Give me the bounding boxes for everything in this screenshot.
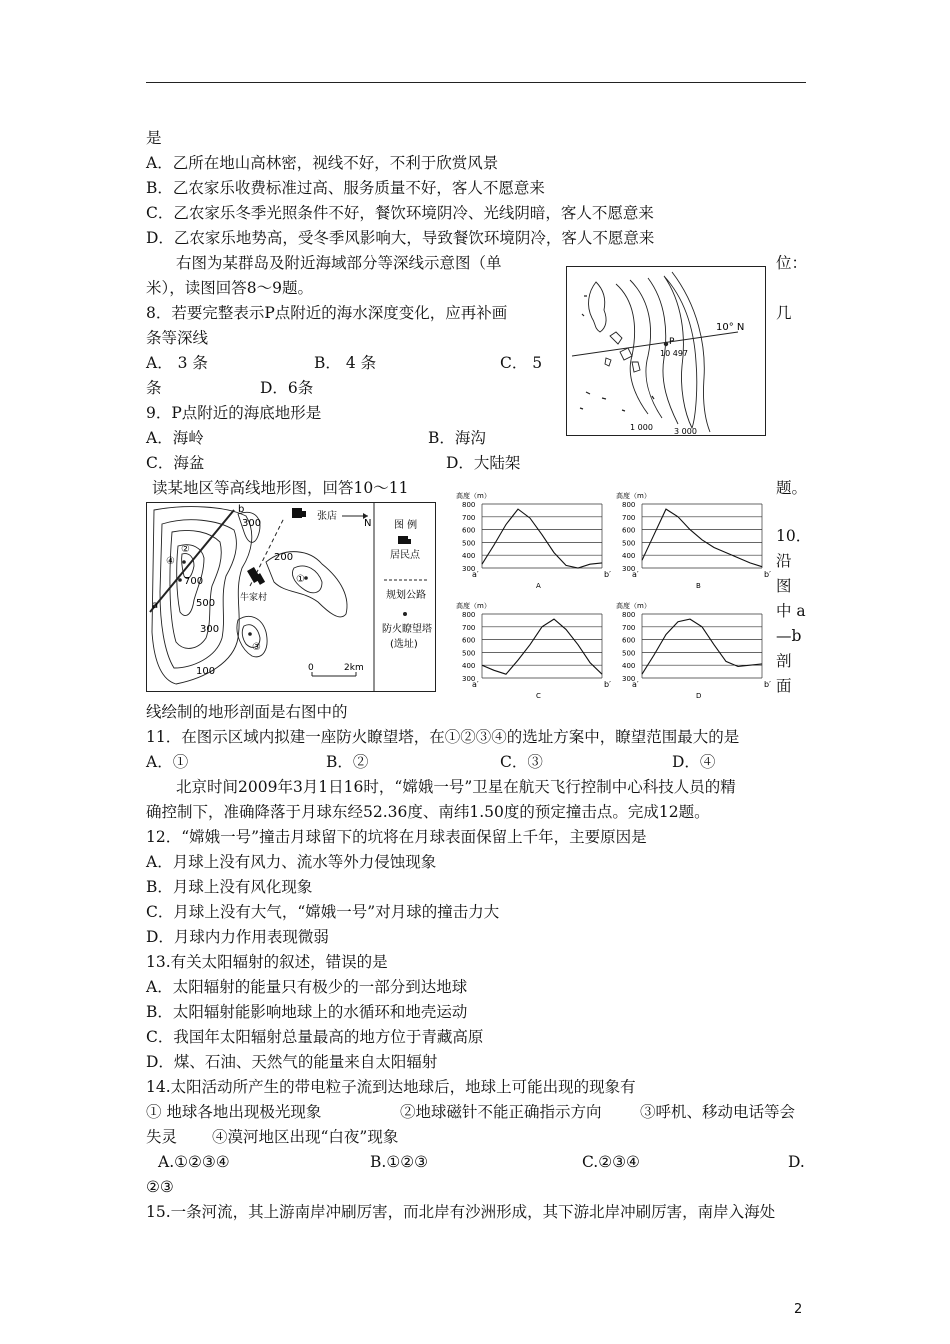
contour-500: 500: [196, 598, 216, 609]
intro-8-9-line2: 米），读图回答8～9题。: [146, 279, 313, 297]
profile-a-end: a′: [632, 570, 639, 579]
p-label: P: [669, 337, 675, 347]
contour-300-bottom: 300: [200, 624, 220, 635]
q9-option-b: B．海沟: [428, 429, 486, 447]
scale-zero: 0: [308, 663, 314, 673]
q14-item-3: ③呼机、移动电话等会: [640, 1103, 796, 1121]
q10-stem-tail: 线绘制的地形剖面是右图中的: [146, 703, 348, 721]
profile-tick-label: 500: [622, 539, 636, 548]
profile-a-end: a′: [632, 680, 639, 689]
q8-option-a: A． 3 条: [146, 354, 208, 372]
point-b-label: b: [238, 504, 245, 515]
q14-option-b: B.①②③: [370, 1153, 429, 1171]
intro-10-11: 读某地区等高线地形图，回答10～11: [152, 479, 409, 497]
q14-item-1: ① 地球各地出现极光现象: [146, 1103, 322, 1121]
q10-number: 10．: [776, 527, 812, 545]
q10-vert-6: 面: [776, 677, 792, 695]
profile-line-B: [642, 509, 762, 567]
site-1-label: ①: [296, 574, 305, 585]
profile-caption-B: B: [696, 582, 701, 590]
q12-option-d: D．月球内力作用表现微弱: [146, 928, 329, 946]
contour-map: [146, 502, 436, 692]
q8-option-c: C． 5: [500, 354, 543, 372]
depth-label: 10 497: [660, 349, 688, 358]
profile-tick-label: 800: [462, 611, 476, 619]
legend-road: 规划公路: [386, 590, 426, 601]
q7-option-c: C．乙农家乐冬季光照条件不好，餐饮环境阴冷、光线阴暗，客人不愿意来: [146, 204, 654, 222]
profile-line-A: [482, 509, 602, 568]
village-niujiacun: 牛家村: [240, 593, 268, 603]
q13-option-b: B．太阳辐射能影响地球上的水循环和地壳运动: [146, 1003, 468, 1021]
profile-b-end: b′: [764, 680, 771, 689]
page-number: 2: [794, 1302, 803, 1317]
contour-100: 100: [196, 666, 216, 677]
q9-option-a: A．海岭: [146, 429, 204, 447]
q12-option-c: C．月球上没有大气，“嫦娥一号”对月球的撞击力大: [146, 903, 500, 921]
q11-option-a: A．①: [146, 753, 189, 771]
profile-tick-label: 700: [622, 623, 636, 632]
profile-tick-label: 700: [622, 513, 636, 522]
profile-caption-C: C: [536, 692, 541, 700]
q11-option-d: D．④: [672, 753, 716, 771]
profile-b-end: b′: [604, 570, 611, 579]
profile-a-end: a′: [472, 680, 479, 689]
q13-option-c: C．我国年太阳辐射总量最高的地方位于青藏高原: [146, 1028, 484, 1046]
q14-item-4: ④漠河地区出现“白夜”现象: [212, 1128, 399, 1146]
profile-tick-label: 300: [462, 565, 476, 573]
profile-ylabel: 高度（m）: [456, 492, 491, 500]
profile-tick-label: 800: [622, 611, 636, 619]
site-3-label: ③: [252, 642, 261, 653]
profile-line-C: [482, 619, 602, 674]
legend-title: 图 例: [394, 520, 418, 531]
profile-tick-label: 600: [462, 636, 476, 645]
site-4-label: ④: [166, 556, 175, 567]
profile-b-end: b′: [604, 680, 611, 689]
profile-charts: [454, 488, 771, 700]
intro-8-9-unit: 位：: [776, 254, 808, 272]
legend-settlement: 居民点: [390, 550, 420, 561]
q8-option-d: D．6条: [260, 379, 314, 397]
profile-b-end: b′: [764, 570, 771, 579]
profile-a-end: a′: [472, 570, 479, 579]
point-a-label: a: [152, 600, 159, 611]
profile-ylabel: 高度（m）: [616, 492, 651, 500]
profile-tick-label: 400: [622, 552, 636, 561]
q7-tail: 是: [146, 129, 162, 147]
profile-line-D: [642, 619, 762, 674]
profile-tick-label: 500: [462, 539, 476, 548]
profile-tick-label: 800: [462, 501, 476, 509]
profile-caption-A: A: [536, 582, 541, 590]
intro-10-11-end: 题。: [776, 479, 808, 497]
contour-200: 200: [274, 552, 294, 563]
q10-vert-3: 中 a: [776, 602, 806, 620]
q12-option-a: A．月球上没有风力、流水等外力侵蚀现象: [146, 853, 437, 871]
q9-stem: 9．P点附近的海底地形是: [146, 404, 322, 422]
q10-vert-5: 剖: [776, 652, 792, 670]
q13-option-d: D．煤、石油、天然气的能量来自太阳辐射: [146, 1053, 438, 1071]
profile-ylabel: 高度（m）: [616, 602, 651, 610]
q10-vert-1: 沿: [776, 552, 792, 570]
q9-option-d: D．大陆架: [446, 454, 521, 472]
q14-item-3-wrap: 失灵: [146, 1128, 178, 1146]
profile-tick-label: 700: [462, 513, 476, 522]
north-label: N: [364, 518, 372, 529]
q13-stem: 13.有关太阳辐射的叙述，错误的是: [146, 953, 388, 971]
q13-option-a: A．太阳辐射的能量只有极少的一部分到达地球: [146, 978, 468, 996]
header-rule: [146, 82, 806, 83]
q14-stem: 14.太阳活动所产生的带电粒子流到达地球后，地球上可能出现的现象有: [146, 1078, 636, 1096]
profile-tick-label: 300: [622, 565, 636, 573]
q15-stem: 15.一条河流，其上游南岸冲刷厉害，而北岸有沙洲形成，其下游北岸冲刷厉害，南岸入海处: [146, 1203, 776, 1221]
intro-8-9: 右图为某群岛及附近海域部分等深线示意图（单: [176, 254, 502, 272]
q14-item-2: ②地球磁针不能正确指示方向: [400, 1103, 602, 1121]
intro-12-line2: 确控制下，准确降落于月球东经52.36度、南纬1.50度的预定撞击点。完成12题。: [146, 803, 710, 821]
profile-tick-label: 600: [462, 526, 476, 535]
profile-tick-label: 400: [462, 552, 476, 561]
profile-tick-label: 600: [622, 636, 636, 645]
scale-2km: 2km: [344, 663, 364, 673]
q11-option-b: B．②: [326, 753, 369, 771]
lat-label: 10° N: [716, 322, 745, 333]
profile-tick-label: 700: [462, 623, 476, 632]
legend-tower-site: (选址): [390, 639, 418, 650]
q9-option-c: C．海盆: [146, 454, 205, 472]
profile-caption-D: D: [696, 692, 702, 700]
contour-300-top: 300: [242, 518, 262, 529]
q10-vert-2: 图: [776, 577, 792, 595]
q8-option-b: B． 4 条: [314, 354, 377, 372]
q14-option-a: A.①②③④: [158, 1153, 230, 1171]
isobath-map: [566, 266, 766, 436]
profile-ylabel: 高度（m）: [456, 602, 491, 610]
site-2-label: ②: [181, 544, 190, 555]
q8-option-c-wrap: 条: [146, 379, 162, 397]
profile-tick-label: 500: [462, 649, 476, 658]
profile-tick-label: 300: [462, 675, 476, 683]
q11-stem: 11．在图示区域内拟建一座防火瞭望塔，在①②③④的选址方案中，瞭望范围最大的是: [146, 728, 740, 746]
q8-stem-line2: 条等深线: [146, 329, 209, 347]
q7-option-b: B．乙农家乐收费标准过高、服务质量不好，客人不愿意来: [146, 179, 545, 197]
q14-option-d-wrap: ②③: [146, 1178, 174, 1196]
isobath-3000-label: 3 000: [674, 427, 697, 436]
village-zhangdian: 张店: [317, 511, 337, 522]
profile-tick-label: 400: [462, 662, 476, 671]
q8-stem: 8．若要完整表示P点附近的海水深度变化，应再补画: [146, 304, 508, 322]
q14-option-c: C.②③④: [582, 1153, 640, 1171]
q7-option-d: D．乙农家乐地势高，受冬季风影响大，导致餐饮环境阴冷，客人不愿意来: [146, 229, 655, 247]
profile-tick-label: 400: [622, 662, 636, 671]
q12-option-b: B．月球上没有风化现象: [146, 878, 313, 896]
contour-700: 700: [184, 576, 204, 587]
q10-vert-4: —b: [776, 627, 802, 645]
profile-tick-label: 500: [622, 649, 636, 658]
q11-option-c: C．③: [500, 753, 543, 771]
legend-tower: 防火瞭望塔: [382, 624, 432, 635]
q14-option-d: D.: [788, 1153, 805, 1171]
profile-tick-label: 600: [622, 526, 636, 535]
profile-tick-label: 300: [622, 675, 636, 683]
profile-tick-label: 800: [622, 501, 636, 509]
q8-stem-end: 几: [776, 304, 792, 322]
q7-option-a: A．乙所在地山高林密，视线不好，不利于欣赏风景: [146, 154, 499, 172]
q12-stem: 12．“嫦娥一号”撞击月球留下的坑将在月球表面保留上千年，主要原因是: [146, 828, 647, 846]
intro-12-line1: 北京时间2009年3月1日16时，“嫦娥一号”卫星在航天飞行控制中心科技人员的精: [176, 778, 736, 796]
isobath-1000-label: 1 000: [630, 423, 653, 432]
